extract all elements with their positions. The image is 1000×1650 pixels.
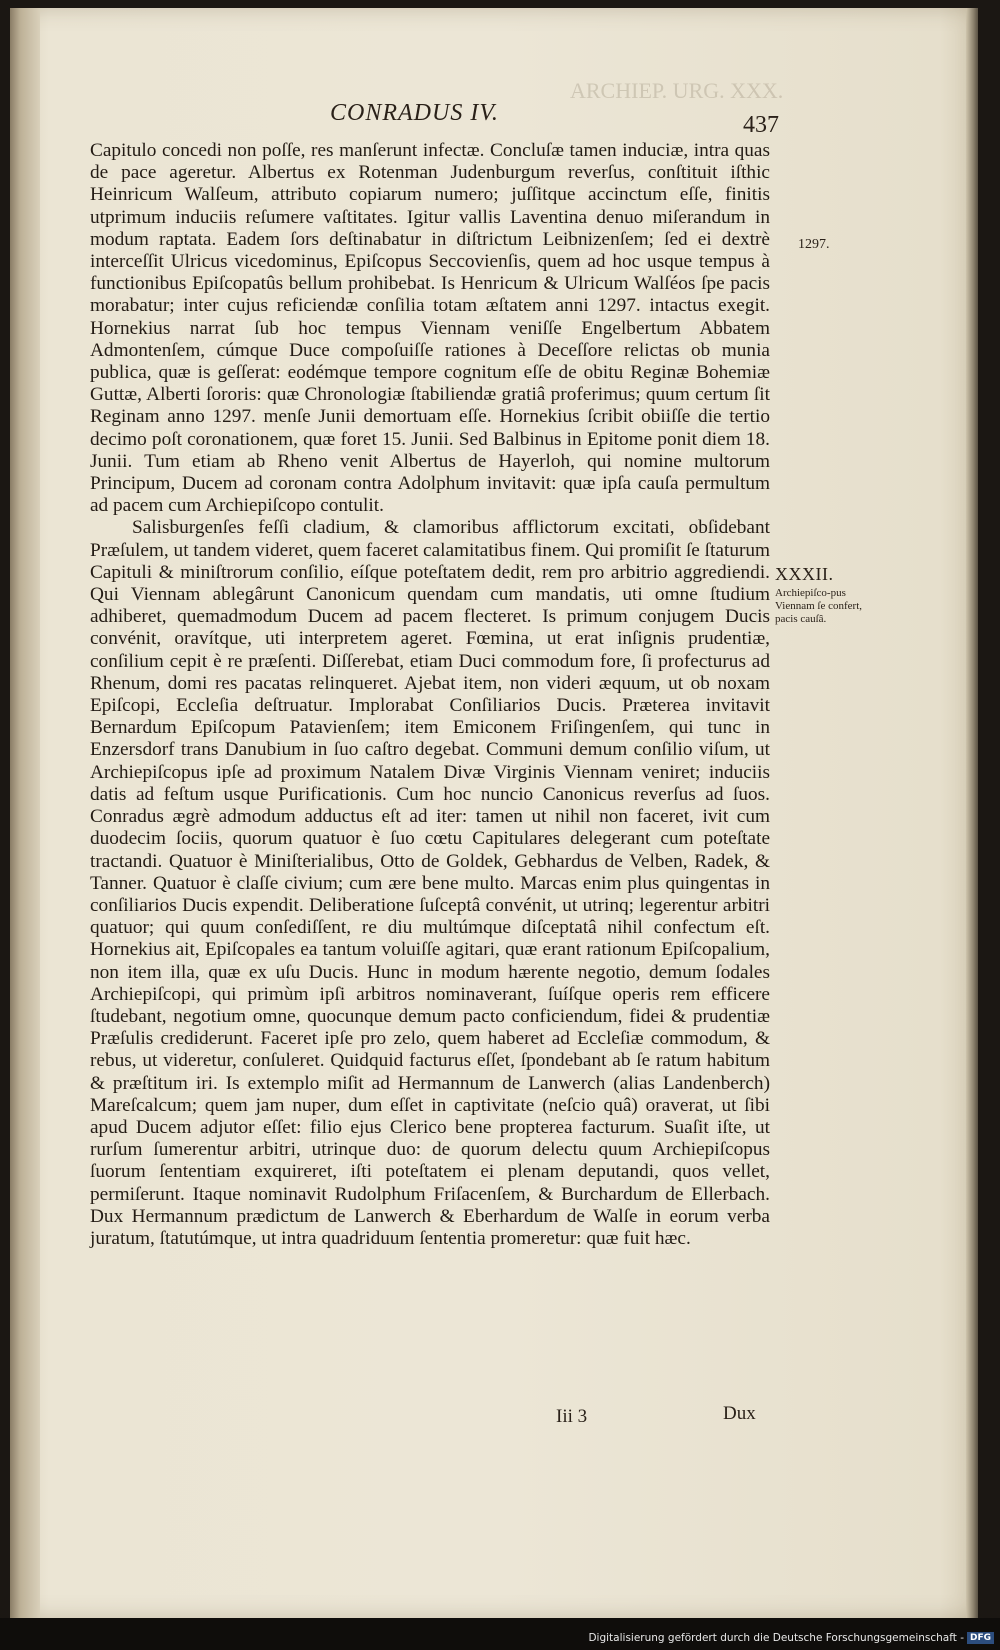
main-text [90,140,770,1250]
footer-credit-text: Digitalisierung gefördert durch die Deutsche Forschungsgemeinschaft - [588,1632,964,1644]
margin-section-note [775,564,867,626]
paragraph-1: Capitulo concedi non poſſe, res manſerunt infectæ. Concluſæ tamen induciæ, intra quas de pace ageretur. Albertus ex Rotenman Judenburgum reverſus, conſtituit iſthic Heinricum Walſeum, attributo copiarum numero; juſſitque accinctum eſſe, finitis utprimum induciis reſumere vaſtitates. Igitur vallis Laventina denuo miſerandum in modum raptata. Eadem ſors deſtinabatur in diſtrictum Leibnizenſem; ſed ei dextrè interceſſit Ulricus vicedominus, Epiſcopus Seccovienſis, quem ad hoc usque tempus à functionibus Epiſcopatûs bellum prohibebat. Is Henricum & Ulricum Walſéos ſpe pacis morabatur; inter cujus reficiendæ conſilia totam æſtatem anni 1297. intactus exegit. Hornekius narrat ſub hoc tempus Viennam veniſſe Engelbertum Abbatem Admontenſem, cúmque Duce compoſuiſſe rationes à Deceſſore relictas ob munia publica, quæ is geſſerat: eodémque tempore cognitum eſſe de obitu Reginæ Bohemiæ Guttæ, Alberti ſororis: quæ Chronologiæ ſtabiliendæ gratiâ proferimus; quum certum ſit Reginam anno 1297. menſe Junii demortuam eſſe. Hornekius ſcribit obiiſſe die tertio decimo poſt coronationem, quæ foret 15. Junii. Sed Balbinus in Epitome ponit diem 18. Junii. Tum etiam ab Rheno venit Albertus de Hayerloh, qui nomine multorum Principum, Ducem ad coronam contra Adolphum invitavit: quæ ipſa cauſa permultum ad pacem cum Archiepiſcopo contulit. [90,140,770,517]
show-through-ghost: ARCHIEP. URG. XXX. [570,78,784,103]
footer-credit [588,1632,994,1644]
signature-mark: Iii 3 [556,1406,588,1427]
dfg-logo: DFG [967,1632,994,1644]
section-numeral: XXXII. [775,564,834,584]
section-summary: Archiepiſco-pus Viennam ſe confert, pacis cauſâ. [775,587,862,625]
margin-year-note: 1297. [798,237,830,252]
page-number: 437 [743,112,779,138]
running-head: CONRADUS IV. [330,100,499,126]
facing-page-bleed [14,968,34,1528]
book-page [10,8,978,1618]
paragraph-2: Salisburgenſes feſſi cladium, & clamoribus afflictorum excitati, obſidebant Præſulem, ut tandem videret, quem faceret calamitatibus finem. Qui promiſit ſe ſtaturum Capituli & miniſtrorum conſilio, eíſque poteſtatem dedit, rem pro arbitrio aggrediendi. Qui Viennam ablegârunt Canonicum quendam cum mandatis, uti omne ſtudium adhiberet, quemadmodum Ducem ad pacem flecteret. Is primum conjugem Ducis convénit, oravítque, uti interpretem ageret. Fœmina, ut erat inſignis prudentiæ, conſilium cepit è re præſenti. Diſſerebat, etiam Duci commodum fore, ſi profecturus ad Rhenum, domi res pacatas relinqueret. Ajebat item, non videri æquum, ut ob noxam Epiſcopi, Eccleſia deſtruatur. Implorabat Conſiliarios Ducis. Præterea invitavit Bernardum Epiſcopum Patavienſem; item Emiconem Friſingenſem, qui tunc in Enzersdorf trans Danubium in ſuo caſtro degebat. Communi demum conſilio viſum, ut Archiepiſcopus ipſe ad proximum Natalem Divæ Virginis Viennam veniret; induciis datis ad feſtum usque Purificationis. Cum hoc nuncio Canonicus reverſus ad ſuos. Conradus ægrè admodum adductus eſt ad iter: tamen ut nihil non faceret, ivit cum duodecim ſociis, quorum quatuor è ſuo cœtu Capitulares delegerant cum poteſtate tractandi. Quatuor è Miniſterialibus, Otto de Goldek, Gebhardus de Velben, Radek, & Tanner. Quatuor è claſſe civium; cum ære bene multo. Marcas enim plus quingentas in conſiliarios Ducis expendit. Deliberatione ſuſceptâ convénit, ut utrinq; legerentur arbitri quatuor; qui quum conſediſſent, re diu multúmque diſceptatâ nihil confectum eſt. Hornekius ait, Epiſcopales ea tantum voluiſſe agitari, quæ erant rationum Epiſcopalium, non item illa, quæ ex uſu Ducis. Hunc in modum hærente negotio, demum ſodales Archiepiſcopi, qui primùm ipſi arbitros nominaverant, ſuíſque operis rem efficere ſtudebant, negotium omne, quocunque demum pacto conficiendum, fidei & prudentiæ Præſulis crediderunt. Faceret ipſe pro zelo, quem haberet ad Eccleſiæ commodum, & rebus, ut videretur, conſuleret. Quidquid facturus eſſet, ſpondebant ab ſe ratum habitum & præſtitum iri. Is extemplo miſit ad Hermannum de Lanwerch (alias Landenberch) Mareſcalcum; quem jam nuper, dum eſſet in captivitate (neſcio quâ) oraverat, ut ſibi apud Ducem adjutor eſſet: filio ejus Clerico bene propterea facturum. Suaſit iſte, ut rurſum ſumerentur arbitri, utrinque duo: de quorum delectu quum Archiepiſcopus ſuorum ſententiam exquireret, iſti poteſtatem ei plenam deputandi, quos vellet, permiſerunt. Itaque nominavit Rudolphum Friſacenſem, & Burchardum de Ellerbach. Dux Hermannum prædictum de Lanwerch & Eberhardum de Walſe in eorum verba juratum, ſtatutúmque, ut intra quadriduum ſententia promeretur: quæ fuit hæc. [90,517,771,1249]
page-edge [966,8,978,1618]
catchword: Dux [723,1403,756,1424]
